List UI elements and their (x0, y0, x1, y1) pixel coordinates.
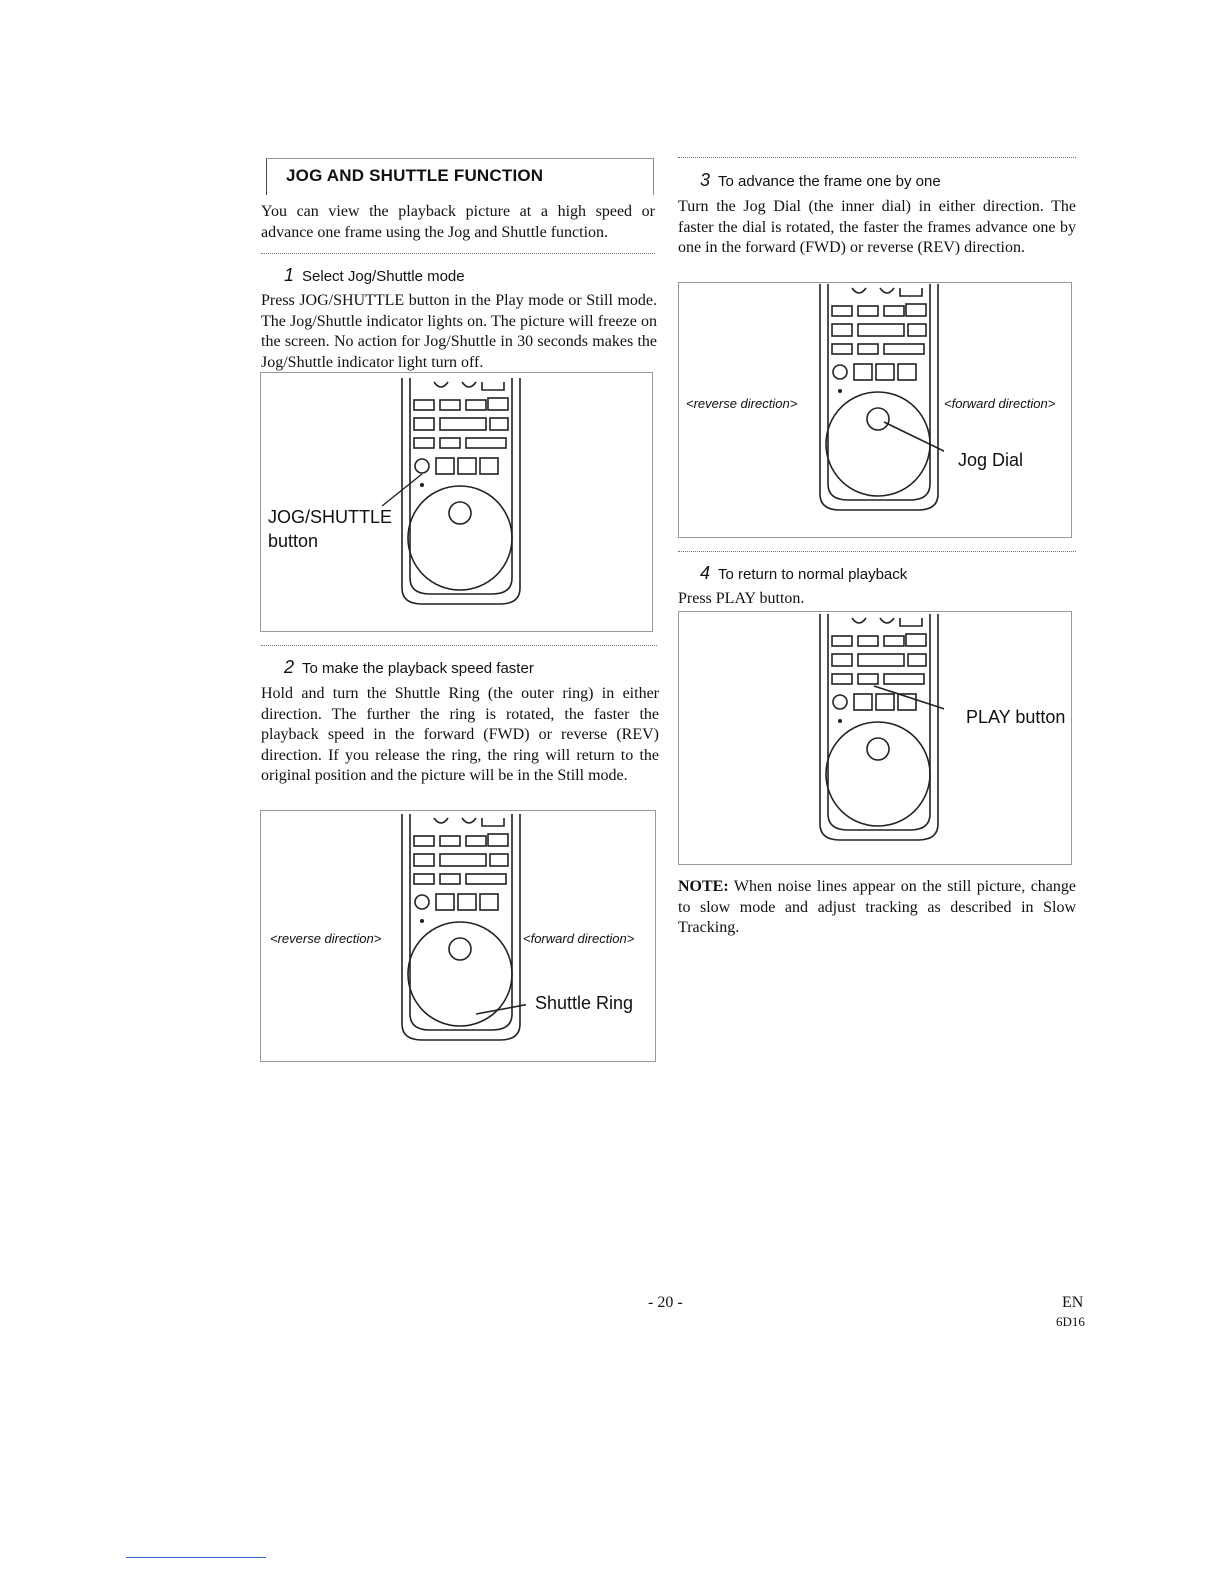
play-button-label: PLAY button (966, 707, 1066, 727)
step-2-heading: 2 To make the playback speed faster (284, 657, 534, 677)
divider (261, 645, 657, 646)
language-code: EN (1062, 1294, 1084, 1311)
step-1-heading: 1 Select Jog/Shuttle mode (284, 265, 465, 285)
jog-shuttle-button-label: JOG/SHUTTLE button (268, 507, 393, 551)
model-code: 6D16 (1056, 1314, 1085, 1329)
step-4-heading: 4 To return to normal playback (700, 563, 908, 583)
remote-control-illustration (814, 284, 944, 514)
divider (678, 551, 1076, 552)
step-4-text: Press PLAY button. (678, 590, 805, 607)
shuttle-ring-label: Shuttle Ring (535, 993, 634, 1013)
divider (678, 157, 1076, 158)
note-label: NOTE: (678, 878, 729, 895)
step-2-text: Hold and turn the Shuttle Ring (the outer ring) in either direction. The further the ring is rotated, the faster the playback speed in the forward (FWD) or reverse (REV) direction. If you release the ring, the ring will return to the original position and the picture will be in the Still mode. (261, 685, 659, 784)
forward-direction-label: <forward direction> (523, 931, 635, 946)
step-3-text: Turn the Jog Dial (the inner dial) in either direction. The faster the dial is rotated, the faster the frames advance one by one in the forward (FWD) or reverse (REV) direction. (678, 198, 1076, 256)
note (678, 877, 1076, 939)
note-text: When noise lines appear on the still picture, change to slow mode and adjust tracking as described in Slow Tracking. (678, 878, 1076, 936)
step-3-heading: 3 To advance the frame one by one (700, 170, 941, 190)
step-1-text: Press JOG/SHUTTLE button in the Play mode or Still mode. The Jog/Shuttle indicator lights on. The picture will freeze on the screen. No action for Jog/Shuttle in 30 seconds makes the Jog/Shuttle indicator light turn off. (261, 292, 657, 371)
reverse-direction-label: <reverse direction> (686, 396, 798, 411)
jog-dial-label: Jog Dial (958, 450, 1024, 470)
pointer-line (380, 470, 430, 510)
reverse-direction-label: <reverse direction> (270, 931, 382, 946)
remote-control-illustration (814, 614, 944, 844)
divider (261, 253, 655, 254)
bottom-underline (126, 1557, 266, 1558)
intro-paragraph: You can view the playback picture at a high speed or advance one frame using the Jog and Shuttle function. (261, 203, 655, 241)
forward-direction-label: <forward direction> (944, 396, 1056, 411)
remote-control-illustration (396, 814, 526, 1044)
page-number: - 20 - (648, 1294, 683, 1311)
section-title: JOG AND SHUTTLE FUNCTION (286, 166, 544, 185)
